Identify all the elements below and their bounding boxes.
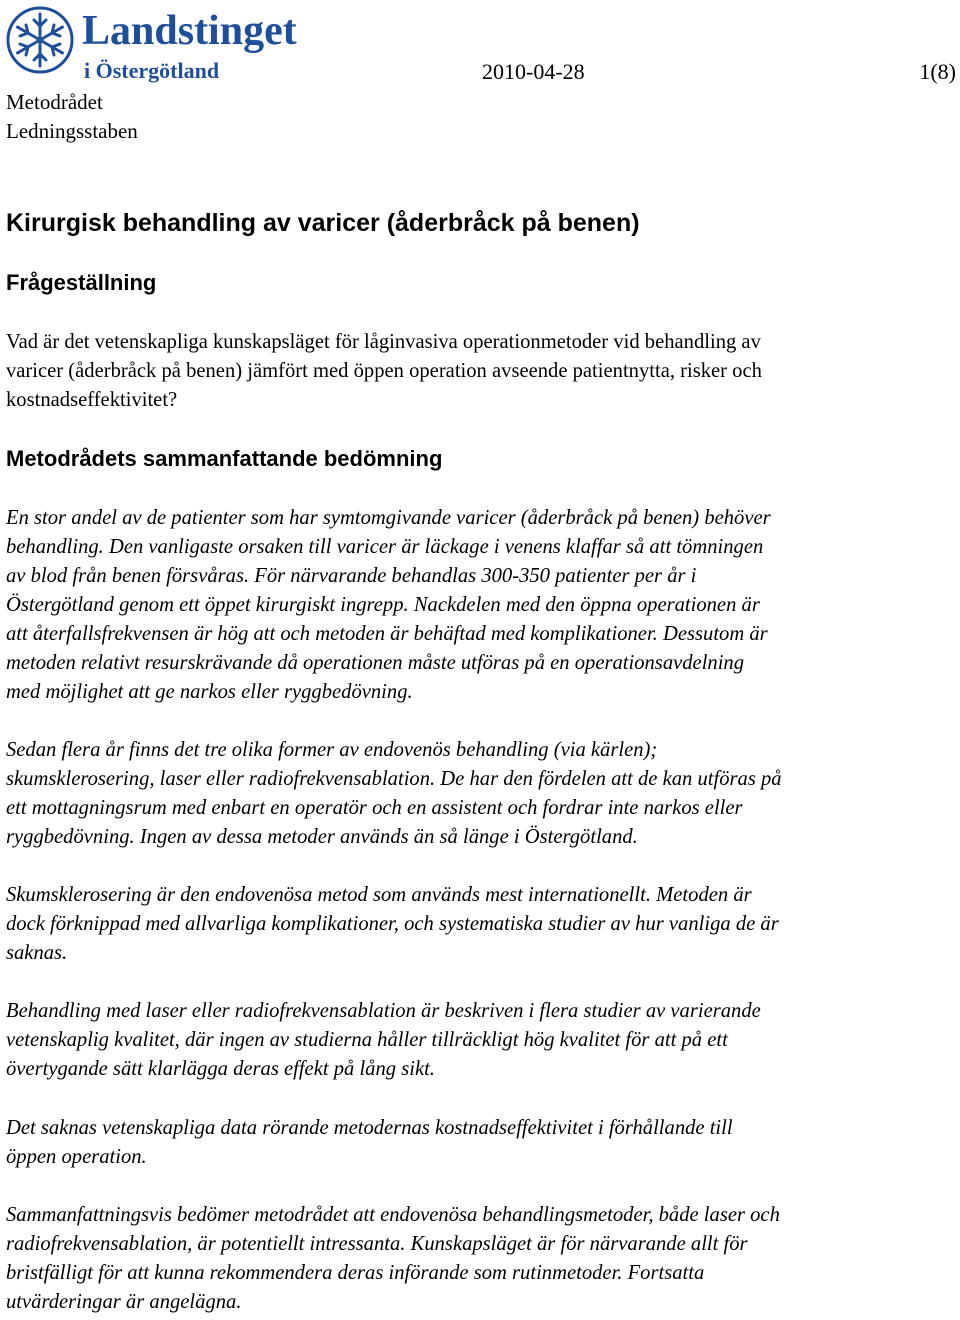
paragraph-line: metoden relativt resurskrävande då operationen måste utföras på en operationsavdelning <box>6 652 745 674</box>
paragraph-line: övertygande sätt klarlägga deras effekt på lång sikt. <box>6 1058 435 1080</box>
page-number: 1(8) <box>919 59 956 84</box>
logo-text-sub: i Östergötland <box>84 58 220 83</box>
paragraph-line: skumsklerosering, laser eller radiofrekvensablation. De har den fördelen att de kan utföras på <box>6 768 782 790</box>
question-paragraph <box>6 328 958 415</box>
paragraph-line: vetenskaplig kvalitet, där ingen av studierna håller tillräckligt hög kvalitet för att på ett <box>6 1029 728 1051</box>
assessment-paragraph-2 <box>6 736 958 852</box>
paragraph-line: med möjlighet att ge narkos eller ryggbedövning. <box>6 681 413 703</box>
document-date: 2010-04-28 <box>482 59 585 84</box>
assessment-heading: Metodrådets sammanfattande bedömning <box>6 446 443 471</box>
question-line: kostnadseffektivitet? <box>6 389 178 411</box>
logo-text-main: Landstinget <box>82 8 297 54</box>
paragraph-line: av blod från benen försvåras. För närvarande behandlas 300-350 patienter per år i <box>6 565 697 587</box>
org-subunit-name: Ledningsstaben <box>6 119 138 143</box>
paragraph-line: Östergötland genom ett öppet kirurgiskt ingrepp. Nackdelen med den öppna operationen är <box>6 594 760 616</box>
paragraph-line: Det saknas vetenskapliga data rörande metodernas kostnadseffektivitet i förhållande till <box>6 1117 733 1139</box>
paragraph-line: bristfälligt för att kunna rekommendera deras införande som rutinmetoder. Fortsatta <box>6 1262 705 1284</box>
landstinget-logo <box>4 2 324 84</box>
paragraph-line: att återfallsfrekvensen är hög att och metoden är behäftad med komplikationer. Dessutom är <box>6 623 768 645</box>
question-heading: Frågeställning <box>6 270 157 295</box>
paragraph-line: öppen operation. <box>6 1146 147 1168</box>
question-line: Vad är det vetenskapliga kunskapsläget för låginvasiva operationmetoder vid behandling av <box>6 331 761 353</box>
question-line: varicer (åderbråck på benen) jämfört med öppen operation avseende patientnytta, risker och <box>6 360 762 382</box>
assessment-paragraph-4 <box>6 997 958 1084</box>
assessment-paragraph-5 <box>6 1114 958 1172</box>
paragraph-line: ett mottagningsrum med enbart en operatör och en assistent och fordrar inte narkos eller <box>6 797 743 819</box>
paragraph-line: radiofrekvensablation, är potentiellt intressanta. Kunskapsläget är för närvarande allt för <box>6 1233 748 1255</box>
landstinget-logo-graphic <box>4 2 324 84</box>
paragraph-line: Sammanfattningsvis bedömer metodrådet att endovenösa behandlingsmetoder, både laser och <box>6 1204 780 1226</box>
document-title: Kirurgisk behandling av varicer (åderbråck på benen) <box>6 209 640 237</box>
paragraph-line: saknas. <box>6 942 68 964</box>
org-unit-block <box>6 88 138 146</box>
paragraph-line: ryggbedövning. Ingen av dessa metoder används än så länge i Östergötland. <box>6 826 638 848</box>
snowflake-icon <box>18 14 63 66</box>
paragraph-line: Behandling med laser eller radiofrekvensablation är beskriven i flera studier av varierande <box>6 1000 761 1022</box>
paragraph-line: En stor andel av de patienter som har symtomgivande varicer (åderbråck på benen) behöver <box>6 507 771 529</box>
paragraph-line: dock förknippad med allvarliga komplikationer, och systematiska studier av hur vanliga de är <box>6 913 779 935</box>
assessment-paragraph-6 <box>6 1201 958 1317</box>
paragraph-line: behandling. Den vanligaste orsaken till varicer är läckage i venens klaffar så att tömningen <box>6 536 764 558</box>
paragraph-line: Sedan flera år finns det tre olika former av endovenös behandling (via kärlen); <box>6 739 658 761</box>
paragraph-line: utvärderingar är angelägna. <box>6 1291 242 1313</box>
org-unit-name: Metodrådet <box>6 90 103 114</box>
assessment-paragraph-1 <box>6 504 958 707</box>
assessment-paragraph-3 <box>6 881 958 968</box>
paragraph-line: Skumsklerosering är den endovenösa metod som används mest internationellt. Metoden är <box>6 884 752 906</box>
